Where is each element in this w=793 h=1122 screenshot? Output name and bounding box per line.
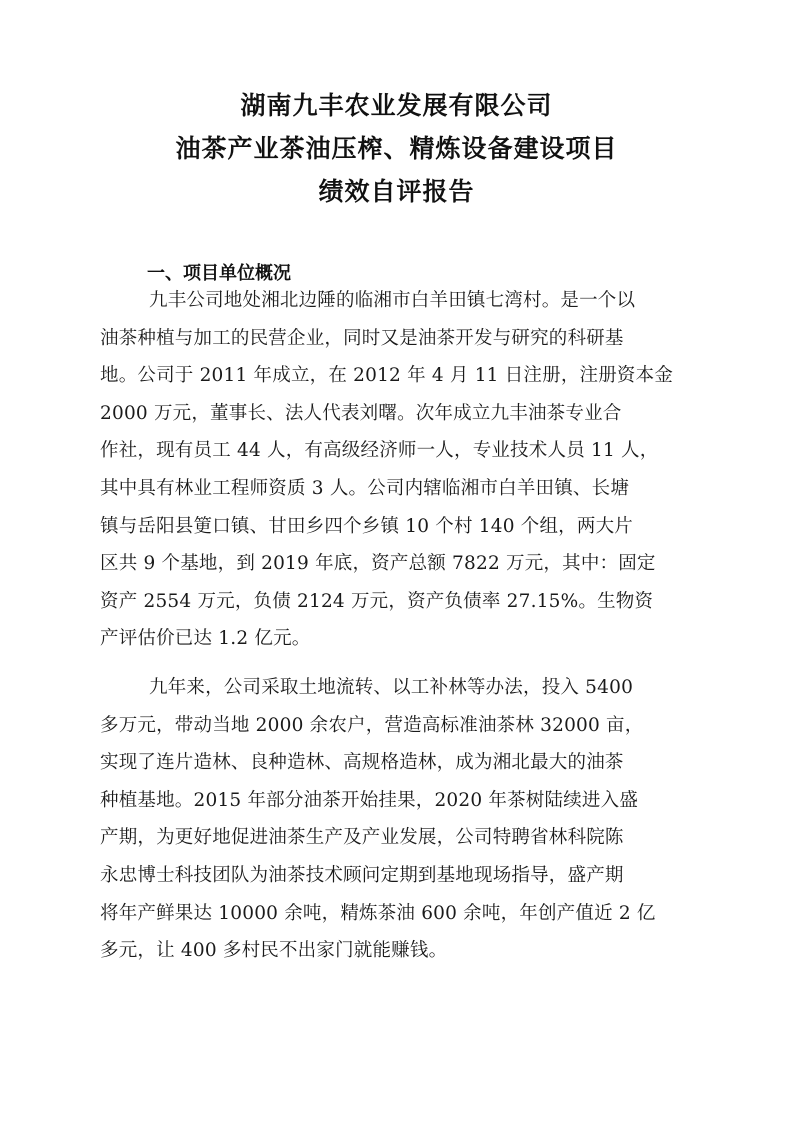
paragraph-line: 九年来，公司采取土地流转、以工补林等办法，投入 5400 (149, 677, 634, 698)
paragraph-line: 其中具有林业工程师资质 3 人。公司内辖临湘市白羊田镇、长塘 (100, 477, 630, 499)
paragraph-line: 油茶种植与加工的民营企业，同时又是油茶开发与研究的科研基 (100, 327, 624, 349)
paragraph-line: 地。公司于 2011 年成立，在 2012 年 4 月 11 日注册，注册资本金 (100, 365, 674, 387)
paragraph-1 (100, 282, 700, 658)
paragraph-line: 将年产鲜果达 10000 余吨，精炼茶油 600 余吨，年创产值近 2 亿 (100, 902, 656, 924)
paragraph-line: 九丰公司地处湘北边陲的临湘市白羊田镇七湾村。是一个以 (149, 290, 636, 311)
paragraph-line: 作社，现有员工 44 人，有高级经济师一人，专业技术人员 11 人， (100, 440, 659, 462)
title-line-company: 湖南九丰农业发展有限公司 (240, 91, 553, 120)
paragraph-line: 多元，让 400 多村民不出家门就能赚钱。 (100, 940, 448, 962)
paragraph-line: 2000 万元，董事长、法人代表刘曙。次年成立九丰油茶专业合 (100, 402, 622, 424)
paragraph-line: 资产 2554 万元，负债 2124 万元，资产负债率 27.15%。生物资 (100, 590, 654, 612)
paragraph-line: 镇与岳阳县筻口镇、甘田乡四个乡镇 10 个村 140 个组，两大片 (100, 515, 633, 537)
paragraph-line: 永忠博士科技团队为油茶技术顾问定期到基地现场指导，盛产期 (100, 864, 624, 886)
report-title (0, 84, 793, 213)
paragraph-line: 产评估价已达 1.2 亿元。 (100, 628, 311, 650)
paragraph-2 (100, 669, 700, 970)
title-line-report: 绩效自评报告 (318, 177, 475, 206)
section-heading: 一、项目单位概况 (147, 263, 291, 284)
paragraph-line: 种植基地。2015 年部分油茶开始挂果，2020 年茶树陆续进入盛 (100, 789, 639, 811)
title-line-project: 油茶产业茶油压榨、精炼设备建设项目 (175, 134, 618, 163)
paragraph-line: 多万元，带动当地 2000 余农户，营造高标准油茶林 32000 亩， (100, 714, 644, 736)
paragraph-line: 实现了连片造林、良种造林、高规格造林，成为湘北最大的油茶 (100, 752, 624, 774)
paragraph-line: 产期，为更好地促进油茶生产及产业发展，公司特聘省林科院陈 (100, 827, 624, 849)
paragraph-line: 区共 9 个基地，到 2019 年底，资产总额 7822 万元，其中：固定 (100, 553, 656, 575)
